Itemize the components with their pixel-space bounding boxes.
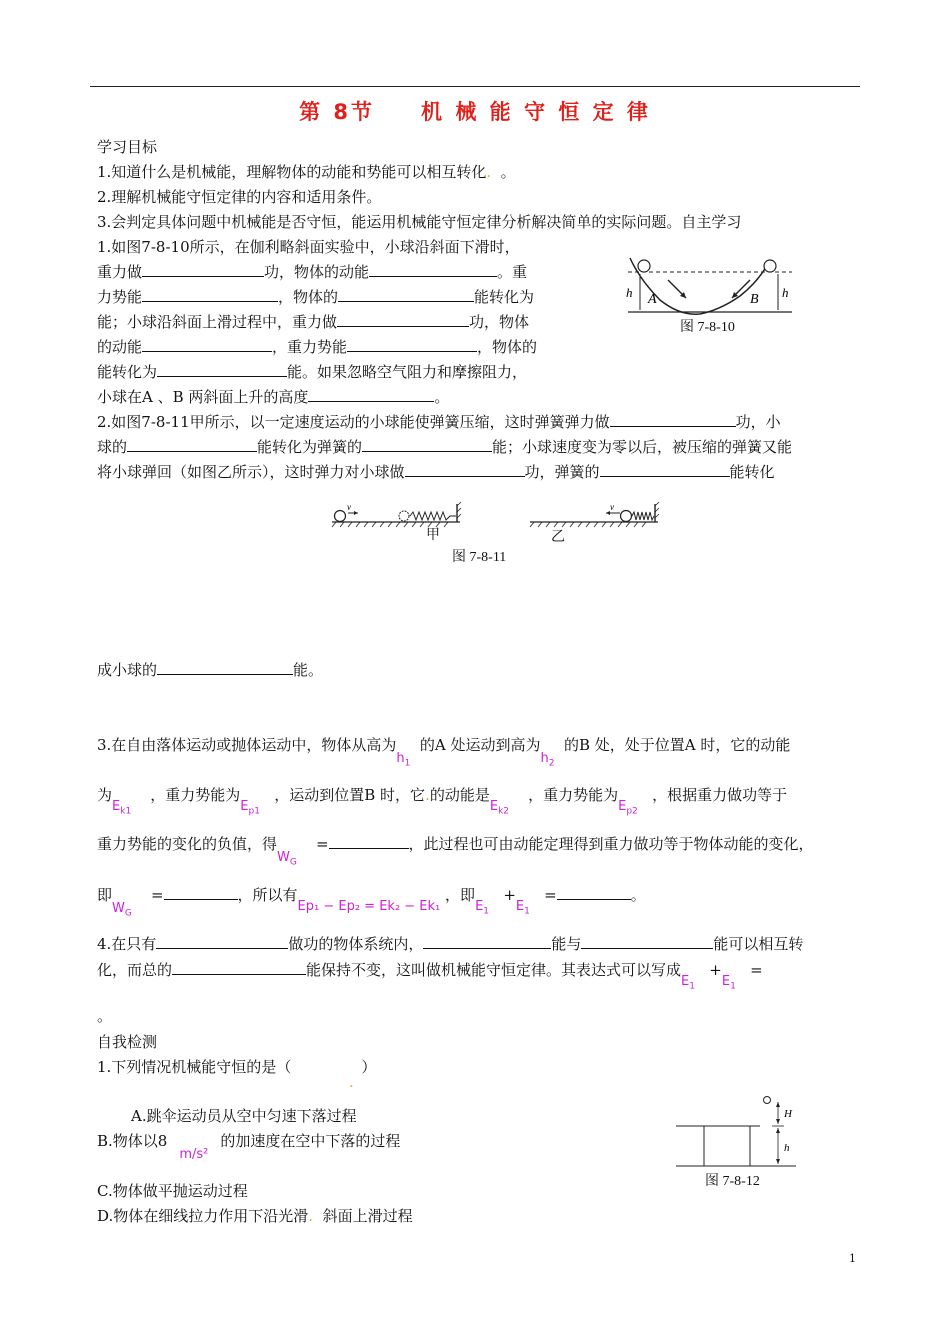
blank[interactable] — [423, 934, 551, 949]
q3-line-3: 重力势能的变化的负值，得$W_G$ = ，此过程也可由动能定理得到重力做功等于物体动能的变化， — [97, 835, 814, 868]
q1-line-3: 力势能 ，物体的 能转化为 — [97, 288, 535, 306]
blank[interactable] — [610, 412, 736, 427]
check-q1: 1.下列情况机械能守恒的是（ ） — [97, 1058, 377, 1076]
blank[interactable] — [142, 262, 264, 277]
blank[interactable] — [347, 337, 477, 352]
blank[interactable] — [337, 312, 469, 327]
goal-2: 2.理解机械能守恒定律的内容和适用条件。 — [97, 188, 382, 206]
q4-line-1: 4.在只有 做功的物体系统内， 能与 能可以相互转 — [97, 935, 804, 953]
header-rule — [90, 86, 860, 87]
q1-line-1: 1.如图7-8-10所示，在伽利略斜面实验中，小球沿斜面下滑时， — [97, 238, 520, 256]
q2-line-3: 将小球弹回（如图乙所示），这时弹力对小球做 功，弹簧的 能转化 — [97, 463, 775, 481]
mark-dot: . — [349, 1073, 354, 1091]
ball-a-icon — [638, 260, 650, 272]
label-h: h — [782, 285, 789, 300]
title-number: 第 8节 — [299, 100, 376, 124]
q3-line-2: 为$E_{k1}$ ，重力势能为$E_{p1}$ ，运动到位置B 时，它.的动能是$E_{k2}$ ，重力势能为$E_{p2}$ ，根据重力做功等于 — [97, 786, 788, 817]
blank[interactable] — [369, 262, 497, 277]
goal-3: 3.会判定具体问题中机械能是否守恒，能运用机械能守恒定律分析解决简单的实际问题。自主学习 — [97, 213, 742, 231]
label-h: h — [626, 285, 633, 300]
option-a[interactable]: A.跳伞运动员从空中匀速下落过程 — [131, 1107, 357, 1125]
label-yi: 乙 — [551, 529, 565, 545]
blank[interactable] — [127, 437, 257, 452]
blank[interactable] — [557, 885, 631, 900]
figure-caption: 图 7-8-12 — [705, 1174, 760, 1189]
label-b: B — [750, 292, 759, 307]
label-jia: 甲 — [426, 527, 440, 543]
ball-b-icon — [764, 260, 776, 272]
ball-icon — [764, 1097, 771, 1104]
page-title — [0, 96, 950, 126]
blank[interactable] — [308, 387, 434, 402]
blank[interactable] — [581, 934, 713, 949]
q2-line-2: 球的 能转化为弹簧的 能；小球速度变为零以后，被压缩的弹簧又能 — [97, 438, 793, 456]
q1-line-7: 小球在A 、B 两斜面上升的高度 。 — [97, 388, 450, 406]
title-text: 机 械 能 守 恒 定 律 — [421, 100, 651, 124]
option-b[interactable]: B.物体以8m/s²的加速度在空中下落的过程 — [97, 1132, 401, 1162]
ball-icon — [335, 511, 346, 522]
figure-7-8-12 — [676, 1094, 806, 1170]
blank[interactable] — [172, 960, 306, 975]
blank[interactable] — [142, 337, 272, 352]
blank[interactable] — [600, 462, 730, 477]
q1-line-5: 的动能 ，重力势能 ，物体的 — [97, 338, 538, 356]
goals-heading: 学习目标 — [97, 138, 158, 156]
label-a: A — [648, 292, 657, 307]
blank[interactable] — [329, 834, 409, 849]
blank[interactable] — [164, 885, 238, 900]
q1-line-4: 能；小球沿斜面上滑过程中，重力做 功，物体 — [97, 313, 530, 331]
q3-line-4: 即$W_G$ = ，所以有Ep₁ − Ep₂ = Ek₂ − Ek₁ ，即$E_1 +E_1$ = 。 — [97, 886, 646, 919]
blank[interactable] — [142, 287, 278, 302]
q1-line-2: 重力做 功，物体的动能 。重 — [97, 263, 528, 281]
q4-line-3: 。 — [97, 1007, 113, 1025]
blank[interactable] — [338, 287, 474, 302]
q1-line-6: 能转化为 能。如果忽略空气阻力和摩擦阻力， — [97, 363, 528, 381]
svg-text:h: h — [784, 1142, 790, 1154]
blank[interactable] — [157, 362, 287, 377]
check-heading: 自我检测 — [97, 1033, 158, 1051]
page-number: 1 — [849, 1252, 856, 1265]
figure-caption: 图 7-8-11 — [452, 550, 507, 565]
blank[interactable] — [157, 660, 293, 675]
figure-7-8-10 — [620, 250, 800, 320]
svg-text:H: H — [784, 1108, 792, 1120]
option-d[interactable]: D.物体在细线拉力作用下沿光滑. 斜面上滑过程 — [97, 1207, 413, 1225]
q2-line-1: 2.如图7-8-11甲所示，以一定速度运动的小球能使弹簧压缩，这时弹簧弹力做 功，小 — [97, 413, 781, 431]
blank[interactable] — [362, 437, 492, 452]
q2-line-4: 成小球的 能。 — [97, 661, 324, 679]
q4-line-2: 化，而总的 能保持不变，这叫做机械能守恒定律。其表达式可以写成$E_1 +E_1$ = — [97, 961, 763, 992]
goal-1: 1.知道什么是机械能，理解物体的动能和势能可以相互转化. 。 — [97, 163, 516, 181]
blank[interactable] — [156, 934, 288, 949]
figure-7-8-11 — [330, 500, 670, 542]
svg-text:v: v — [347, 502, 351, 512]
q3-line-1: 3.在自由落体运动或抛体运动中，物体从高为$h_1$ 的A 处运动到高为$h_2$ 的B 处，处于位置A 时，它的动能 — [97, 736, 791, 769]
figure-caption: 图 7-8-10 — [680, 320, 735, 335]
ball-icon — [621, 511, 632, 522]
blank[interactable] — [405, 462, 525, 477]
option-c[interactable]: C.物体做平抛运动过程 — [97, 1182, 248, 1200]
svg-text:v: v — [610, 502, 614, 512]
